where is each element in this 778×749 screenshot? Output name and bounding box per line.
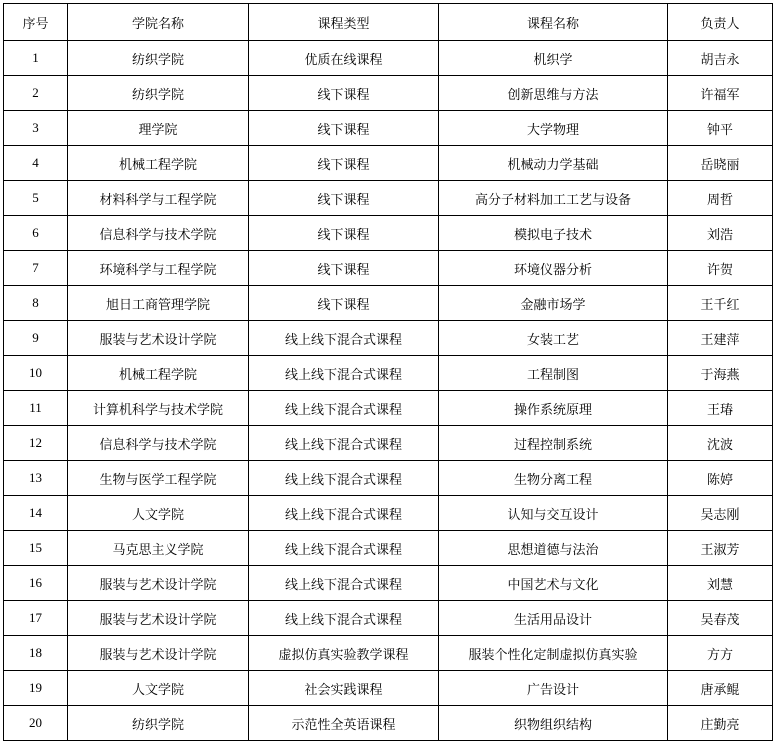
cell-course-name: 创新思维与方法 <box>439 76 668 111</box>
cell-course-name: 思想道德与法治 <box>439 531 668 566</box>
cell-course-type: 线下课程 <box>249 111 439 146</box>
cell-college-name: 环境科学与工程学院 <box>68 251 249 286</box>
table-row <box>4 636 773 671</box>
cell-college-name: 服装与艺术设计学院 <box>68 321 249 356</box>
cell-course-type: 线上线下混合式课程 <box>249 461 439 496</box>
cell-person-in-charge: 钟平 <box>668 111 773 146</box>
cell-person-in-charge: 吴春茂 <box>668 601 773 636</box>
cell-course-type: 线下课程 <box>249 216 439 251</box>
cell-person-in-charge: 周哲 <box>668 181 773 216</box>
cell-person-in-charge: 王淑芳 <box>668 531 773 566</box>
cell-course-type: 线上线下混合式课程 <box>249 356 439 391</box>
table-body <box>4 41 773 741</box>
table-row <box>4 391 773 426</box>
header-person-in-charge: 负责人 <box>668 4 773 41</box>
cell-index: 20 <box>4 706 68 741</box>
cell-index: 15 <box>4 531 68 566</box>
cell-course-name: 中国艺术与文化 <box>439 566 668 601</box>
cell-college-name: 机械工程学院 <box>68 356 249 391</box>
cell-course-name: 机械动力学基础 <box>439 146 668 181</box>
cell-person-in-charge: 于海燕 <box>668 356 773 391</box>
cell-course-type: 线下课程 <box>249 251 439 286</box>
cell-index: 19 <box>4 671 68 706</box>
table-row <box>4 181 773 216</box>
table-row <box>4 566 773 601</box>
table-row <box>4 41 773 76</box>
header-index: 序号 <box>4 4 68 41</box>
cell-course-name: 高分子材料加工工艺与设备 <box>439 181 668 216</box>
header-course-type: 课程类型 <box>249 4 439 41</box>
cell-person-in-charge: 岳晓丽 <box>668 146 773 181</box>
table-row <box>4 426 773 461</box>
cell-course-name: 服装个性化定制虚拟仿真实验 <box>439 636 668 671</box>
cell-index: 9 <box>4 321 68 356</box>
cell-person-in-charge: 方方 <box>668 636 773 671</box>
cell-college-name: 纺织学院 <box>68 76 249 111</box>
cell-person-in-charge: 庄勤亮 <box>668 706 773 741</box>
cell-course-name: 过程控制系统 <box>439 426 668 461</box>
cell-course-name: 认知与交互设计 <box>439 496 668 531</box>
cell-index: 12 <box>4 426 68 461</box>
table-row <box>4 531 773 566</box>
table-row <box>4 321 773 356</box>
cell-index: 4 <box>4 146 68 181</box>
cell-college-name: 服装与艺术设计学院 <box>68 566 249 601</box>
cell-index: 13 <box>4 461 68 496</box>
cell-index: 2 <box>4 76 68 111</box>
cell-college-name: 纺织学院 <box>68 706 249 741</box>
cell-person-in-charge: 吴志刚 <box>668 496 773 531</box>
cell-course-name: 模拟电子技术 <box>439 216 668 251</box>
cell-college-name: 纺织学院 <box>68 41 249 76</box>
table-row <box>4 601 773 636</box>
cell-course-name: 广告设计 <box>439 671 668 706</box>
cell-course-type: 线上线下混合式课程 <box>249 601 439 636</box>
cell-course-name: 机织学 <box>439 41 668 76</box>
cell-college-name: 服装与艺术设计学院 <box>68 636 249 671</box>
table-row <box>4 251 773 286</box>
cell-person-in-charge: 刘慧 <box>668 566 773 601</box>
cell-college-name: 信息科学与技术学院 <box>68 426 249 461</box>
table-row <box>4 146 773 181</box>
header-college-name: 学院名称 <box>68 4 249 41</box>
cell-course-type: 线下课程 <box>249 76 439 111</box>
cell-index: 17 <box>4 601 68 636</box>
cell-college-name: 信息科学与技术学院 <box>68 216 249 251</box>
cell-course-type: 线上线下混合式课程 <box>249 321 439 356</box>
cell-person-in-charge: 唐承鲲 <box>668 671 773 706</box>
cell-course-type: 线下课程 <box>249 181 439 216</box>
course-table <box>3 3 773 741</box>
cell-course-type: 线上线下混合式课程 <box>249 531 439 566</box>
cell-index: 16 <box>4 566 68 601</box>
cell-college-name: 人文学院 <box>68 496 249 531</box>
cell-person-in-charge: 王瑃 <box>668 391 773 426</box>
table-row <box>4 461 773 496</box>
cell-course-type: 线下课程 <box>249 146 439 181</box>
cell-person-in-charge: 沈波 <box>668 426 773 461</box>
cell-course-name: 大学物理 <box>439 111 668 146</box>
cell-index: 3 <box>4 111 68 146</box>
cell-course-name: 环境仪器分析 <box>439 251 668 286</box>
cell-person-in-charge: 王建萍 <box>668 321 773 356</box>
cell-index: 7 <box>4 251 68 286</box>
cell-index: 1 <box>4 41 68 76</box>
cell-course-type: 线上线下混合式课程 <box>249 496 439 531</box>
cell-index: 11 <box>4 391 68 426</box>
cell-index: 10 <box>4 356 68 391</box>
table-row <box>4 706 773 741</box>
cell-college-name: 马克思主义学院 <box>68 531 249 566</box>
cell-course-name: 操作系统原理 <box>439 391 668 426</box>
cell-course-type: 线上线下混合式课程 <box>249 426 439 461</box>
table-row <box>4 216 773 251</box>
cell-course-type: 线上线下混合式课程 <box>249 566 439 601</box>
cell-course-name: 织物组织结构 <box>439 706 668 741</box>
cell-index: 14 <box>4 496 68 531</box>
cell-course-type: 社会实践课程 <box>249 671 439 706</box>
cell-person-in-charge: 王千红 <box>668 286 773 321</box>
cell-college-name: 旭日工商管理学院 <box>68 286 249 321</box>
table-row <box>4 111 773 146</box>
cell-college-name: 材料科学与工程学院 <box>68 181 249 216</box>
table-row <box>4 356 773 391</box>
header-row <box>4 4 773 41</box>
cell-person-in-charge: 刘浩 <box>668 216 773 251</box>
cell-course-name: 生物分离工程 <box>439 461 668 496</box>
table-row <box>4 76 773 111</box>
cell-college-name: 生物与医学工程学院 <box>68 461 249 496</box>
cell-person-in-charge: 陈婷 <box>668 461 773 496</box>
cell-person-in-charge: 胡吉永 <box>668 41 773 76</box>
cell-course-name: 女装工艺 <box>439 321 668 356</box>
table-row <box>4 286 773 321</box>
table-row <box>4 671 773 706</box>
cell-course-name: 生活用品设计 <box>439 601 668 636</box>
cell-index: 6 <box>4 216 68 251</box>
cell-course-type: 示范性全英语课程 <box>249 706 439 741</box>
header-course-name: 课程名称 <box>439 4 668 41</box>
cell-college-name: 理学院 <box>68 111 249 146</box>
cell-course-name: 金融市场学 <box>439 286 668 321</box>
table-row <box>4 496 773 531</box>
cell-college-name: 人文学院 <box>68 671 249 706</box>
cell-course-type: 线上线下混合式课程 <box>249 391 439 426</box>
cell-index: 18 <box>4 636 68 671</box>
cell-college-name: 服装与艺术设计学院 <box>68 601 249 636</box>
cell-college-name: 计算机科学与技术学院 <box>68 391 249 426</box>
cell-person-in-charge: 许贺 <box>668 251 773 286</box>
cell-course-type: 线下课程 <box>249 286 439 321</box>
cell-index: 5 <box>4 181 68 216</box>
cell-course-type: 优质在线课程 <box>249 41 439 76</box>
cell-college-name: 机械工程学院 <box>68 146 249 181</box>
cell-course-type: 虚拟仿真实验教学课程 <box>249 636 439 671</box>
cell-index: 8 <box>4 286 68 321</box>
cell-course-name: 工程制图 <box>439 356 668 391</box>
cell-person-in-charge: 许福军 <box>668 76 773 111</box>
